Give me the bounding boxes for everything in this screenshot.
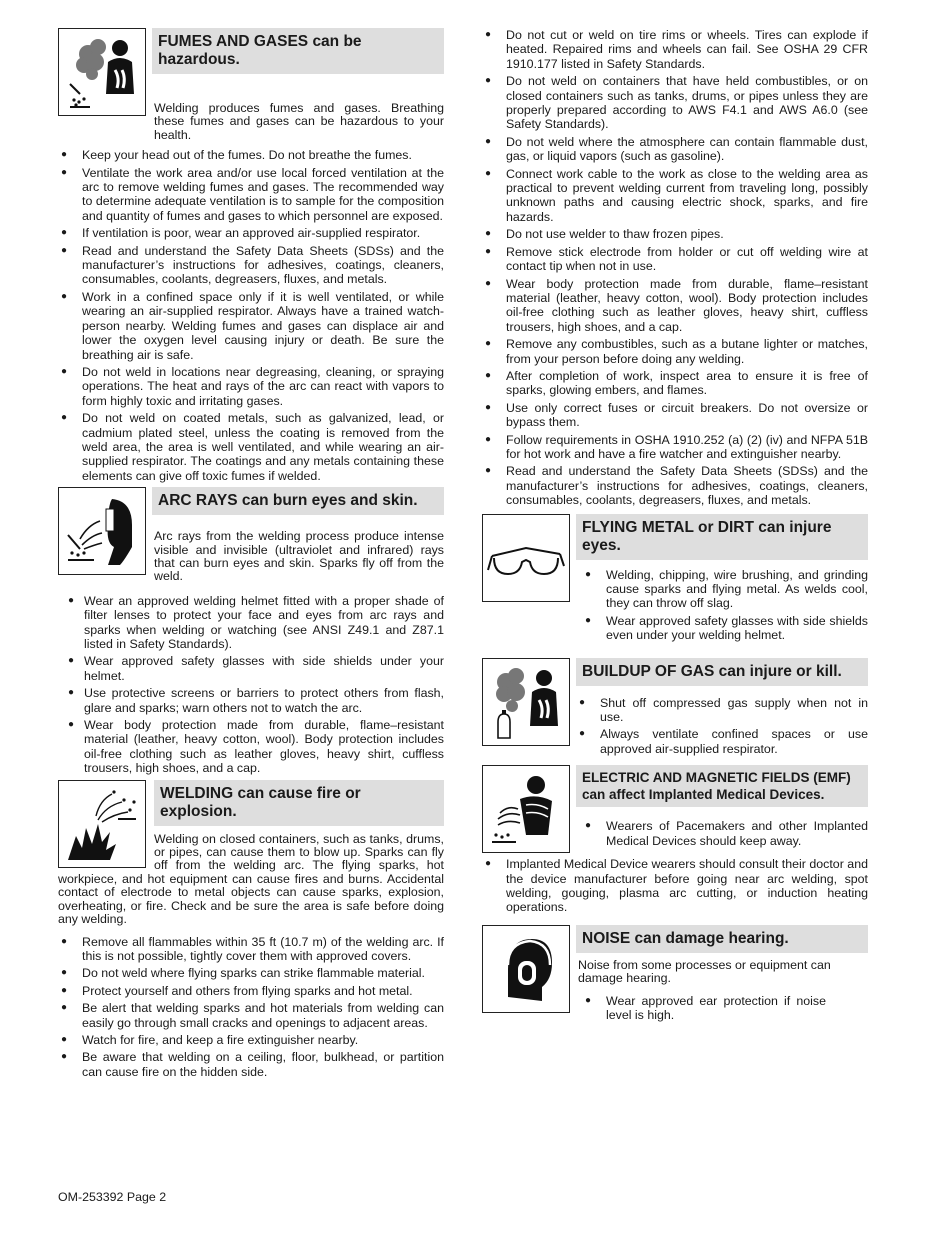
list-item: ● Use protective screens or barriers to protect others from flash, glare and sparks; warn others not to watch the arc.: [58, 686, 444, 715]
list-item: ● Wear approved safety glasses with side shields under your helmet.: [58, 654, 444, 683]
list-item: ● Remove stick electrode from holder or cut off welding wire at contact tip when not in use.: [482, 245, 868, 274]
list-item: ● Always ventilate confined spaces or use approved air-supplied respirator.: [576, 727, 868, 756]
fire-explosion-icon: [58, 780, 146, 868]
list-item: ● Watch for fire, and keep a fire extinguisher nearby.: [58, 1033, 444, 1047]
list-item: ● If ventilation is poor, wear an approved air-supplied respirator.: [58, 226, 444, 240]
right-column: [482, 28, 868, 1030]
emf-title-line1: ELECTRIC AND MAGNETIC FIELDS (EMF): [582, 770, 851, 786]
left-column: [58, 28, 444, 1083]
list-item: ● Keep your head out of the fumes. Do not breathe the fumes.: [58, 148, 444, 162]
emf-section: [482, 765, 868, 915]
noise-hazard-icon: [482, 925, 570, 1013]
list-item: ● Remove all flammables within 35 ft (10.7 m) of the welding arc. If this is not possible, tightly cover them with approved covers.: [58, 935, 444, 964]
emf-title: [576, 765, 868, 807]
list-item: ● Wear approved safety glasses with side shields even under your welding helmet.: [576, 614, 868, 643]
noise-title: NOISE can damage hearing.: [576, 925, 868, 953]
emf-title-line2: can affect Implanted Medical Devices.: [582, 787, 825, 803]
list-item: ● Do not cut or weld on tire rims or wheels. Tires can explode if heated. Repaired rims and wheels can fail. See OSHA 29 CFR 1910.177 listed in Safety Standards.: [482, 28, 868, 71]
safety-glasses-icon: [482, 514, 570, 602]
list-item: ● Connect work cable to the work as close to the welding area as practical to prevent welding current from traveling long, possibly unknown paths and causing electric shock, sparks, and fire hazards.: [482, 167, 868, 225]
emf-hazard-icon: [482, 765, 570, 853]
fire-title: WELDING can cause fire or explosion.: [154, 780, 444, 826]
list-item: ● Follow requirements in OSHA 1910.252 (a) (2) (iv) and NFPA 51B for hot work and have a fire watcher and extinguisher nearby.: [482, 433, 868, 462]
arc-rays-intro: Arc rays from the welding process produce intense visible and invisible (ultraviolet and infrared) rays that can burn eyes and skin. Sparks fly off from the weld.: [154, 529, 444, 584]
list-item: ● Be alert that welding sparks and hot materials from welding can easily go through small cracks and openings to adjacent areas.: [58, 1001, 444, 1030]
fumes-title: FUMES AND GASES can be hazardous.: [152, 28, 444, 74]
flying-metal-title: FLYING METAL or DIRT can injure eyes.: [576, 514, 868, 560]
list-item: ● Wear body protection made from durable, flame–resistant material (leather, heavy cotton, wool). Body protection includes oil-free clothing such as leather gloves, heavy shirt, cuffless trousers, high shoes, and a cap.: [482, 277, 868, 335]
list-item: ● Wearers of Pacemakers and other Implanted Medical Devices should keep away.: [576, 819, 868, 848]
fire-section: [58, 780, 444, 1080]
fumes-intro: Welding produces fumes and gases. Breathing these fumes and gases can be hazardous to your health.: [154, 101, 444, 142]
fumes-hazard-icon: [58, 28, 146, 116]
list-item: ● Do not weld on coated metals, such as galvanized, lead, or cadmium plated steel, unless the coating is removed from the weld area, the area is well ventilated, and while wearing an air-supplied respirator. The coatings and any metals containing these elements can give off toxic fumes if welded.: [58, 411, 444, 483]
list-item: ● Implanted Medical Device wearers should consult their doctor and the device manufacturer before going near arc welding, spot welding, gouging, plasma arc cutting, or induction heating operations.: [482, 857, 868, 915]
arc-rays-title: ARC RAYS can burn eyes and skin.: [152, 487, 444, 515]
list-item: ● Wear approved ear protection if noise level is high.: [576, 994, 826, 1023]
list-item: ● Work in a confined space only if it is well ventilated, or while wearing an air-supplied respirator. Always have a trained watch-person nearby. Welding fumes and gases can displace air and lower the oxygen level causing injury or death. Be sure the breathing air is safe.: [58, 290, 444, 362]
list-item: ● Welding, chipping, wire brushing, and grinding cause sparks and flying metal. As welds cool, they can throw off slag.: [576, 568, 868, 611]
list-item: ● Protect yourself and others from flying sparks and hot metal.: [58, 984, 444, 998]
list-item: ● Do not use welder to thaw frozen pipes.: [482, 227, 868, 241]
gas-buildup-section: [482, 658, 868, 760]
arc-rays-hazard-icon: [58, 487, 146, 575]
list-item: ● Read and understand the Safety Data Sheets (SDSs) and the manufacturer’s instructions for adhesives, coatings, cleaners, consumables, coolants, degreasers, fluxes, and metals.: [482, 464, 868, 507]
noise-intro: Noise from some processes or equipment can damage hearing.: [578, 957, 831, 986]
list-item: ● Do not weld where the atmosphere can contain flammable dust, gas, or liquid vapors (such as gasoline).: [482, 135, 868, 164]
list-item: ● Read and understand the Safety Data Sheets (SDSs) and the manufacturer’s instructions for adhesives, coatings, cleaners, consumables, coolants, degreasers, fluxes, and metals.: [58, 244, 444, 287]
list-item: ● Wear body protection made from durable, flame–resistant material (leather, heavy cotton, wool). Body protection includes oil-free clothing such as leather gloves, heavy shirt, cuffless trousers, high shoes, and a cap.: [58, 718, 444, 776]
list-item: ● Shut off compressed gas supply when not in use.: [576, 696, 868, 725]
flying-metal-section: [482, 514, 868, 646]
list-item: ● Do not weld on containers that have held combustibles, or on closed containers such as tanks, drums, or pipes unless they are properly prepared according to AWS F4.1 and AWS A6.0 (see Safety Standards).: [482, 74, 868, 132]
list-item: ● Wear an approved welding helmet fitted with a proper shade of filter lenses to protect your face and eyes from arc rays and sparks when welding or watching (see ANSI Z49.1 and Z87.1 listed in Safety Standards).: [58, 594, 444, 652]
fumes-section: [58, 28, 444, 483]
list-item: ● Use only correct fuses or circuit breakers. Do not oversize or bypass them.: [482, 401, 868, 430]
list-item: ● Remove any combustibles, such as a butane lighter or matches, from your person before doing any welding.: [482, 337, 868, 366]
gas-buildup-icon: [482, 658, 570, 746]
list-item: ● Ventilate the work area and/or use local forced ventilation at the arc to remove welding fumes and gases. The recommended way to determine adequate ventilation is to sample for the composition and quantity of fumes and gases to which personnel are exposed.: [58, 166, 444, 224]
list-item: ● Be aware that welding on a ceiling, floor, bulkhead, or partition can cause fire on the hidden side.: [58, 1050, 444, 1079]
list-item: ● Do not weld where flying sparks can strike flammable material.: [58, 966, 444, 980]
noise-section: [482, 925, 868, 1026]
list-item: ● After completion of work, inspect area to ensure it is free of sparks, glowing embers, and flames.: [482, 369, 868, 398]
page-footer: OM-253392 Page 2: [58, 1190, 167, 1204]
arc-rays-section: [58, 487, 444, 776]
list-item: ● Do not weld in locations near degreasing, cleaning, or spraying operations. The heat and rays of the arc can react with vapors to form highly toxic and irritating gases.: [58, 365, 444, 408]
gas-buildup-title: BUILDUP OF GAS can injure or kill.: [576, 658, 868, 686]
fire-intro: Welding on closed containers, such as tanks, drums, or pipes, can cause them to blow up. Sparks can fly off from the welding arc. The flying sparks, hot workpiece, and hot equipment can cause fires and burns. Accidental contact of electrode to metal objects can cause sparks, explosion, overheating, or fire. Check and be sure the area is safe before doing any welding.: [58, 831, 444, 927]
